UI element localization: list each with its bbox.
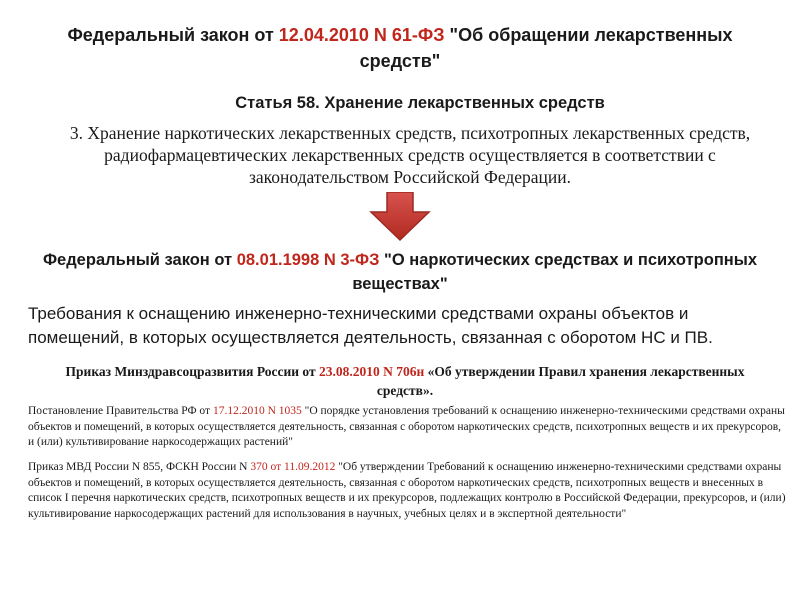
law2-suffix: "О наркотических средствах и психотропных веществах" [352, 251, 758, 293]
order2-text [28, 460, 788, 522]
order2-suffix: "Об утверждении Требований к оснащению инженерно-техническими средствами охраны объектов и помещений, в которых осуществляется деятельность, связанная с оборотом наркотических средств, психотропных веществ и внесенных в список I перечня наркотических средств, психотропных веществ и их прекурсоров, подлежащих контролю в Российской Федерации, прекурсоров, и (или) культивирование наркосодержащих растений для использования в научных, учебных целях и в экспертной деятельности" [28, 461, 786, 520]
order1-text [40, 362, 770, 400]
requirements-text: Требования к оснащению инженерно-техническими средствами охраны объектов и помещений, в которых осуществляется деятельность, связанная с оборотом НС и ПВ. [28, 304, 713, 347]
law1-title [30, 22, 770, 74]
article-text: 3. Хранение наркотических лекарственных средств, психотропных лекарственных средств, радиофармацевтических лекарственных средств осуществляется в соответствии с законодательством Российской Федерации. [69, 123, 751, 187]
decree-text [28, 404, 788, 451]
law2-link[interactable]: 08.01.1998 N 3-ФЗ [236, 251, 380, 269]
order1-link[interactable]: 23.08.2010 N 706н [318, 364, 425, 379]
decree-suffix: "О порядке установления требований к оснащению инженерно-техническими средствами охраны объектов и помещений, в которых осуществляется деятельность, связанная с оборотом наркотических средств, психотропных веществ и их прекурсоров, и (или) культивирование наркосодержащих растений" [28, 405, 785, 448]
down-arrow-icon [369, 192, 431, 242]
law1-link[interactable]: 12.04.2010 N 61-ФЗ [278, 25, 445, 45]
law1-suffix: "Об обращении лекарственных средств" [359, 25, 733, 71]
decree-prefix: Постановление Правительства РФ от [28, 405, 213, 417]
article-title: Статья 58. Хранение лекарственных средств [235, 94, 605, 112]
order1-prefix: Приказ Минздравсоцразвития России от [65, 364, 319, 379]
law2-prefix: Федеральный закон от [42, 251, 237, 269]
order2-link[interactable]: 370 от 11.09.2012 [250, 461, 336, 473]
order1-suffix: «Об утверждении Правил хранения лекарственных средств». [376, 364, 745, 398]
law1-prefix: Федеральный закон от [67, 25, 279, 45]
law2-title [30, 248, 770, 296]
decree-link[interactable]: 17.12.2010 N 1035 [212, 405, 302, 417]
order2-prefix: Приказ МВД России N 855, ФСКН России N [28, 461, 251, 473]
